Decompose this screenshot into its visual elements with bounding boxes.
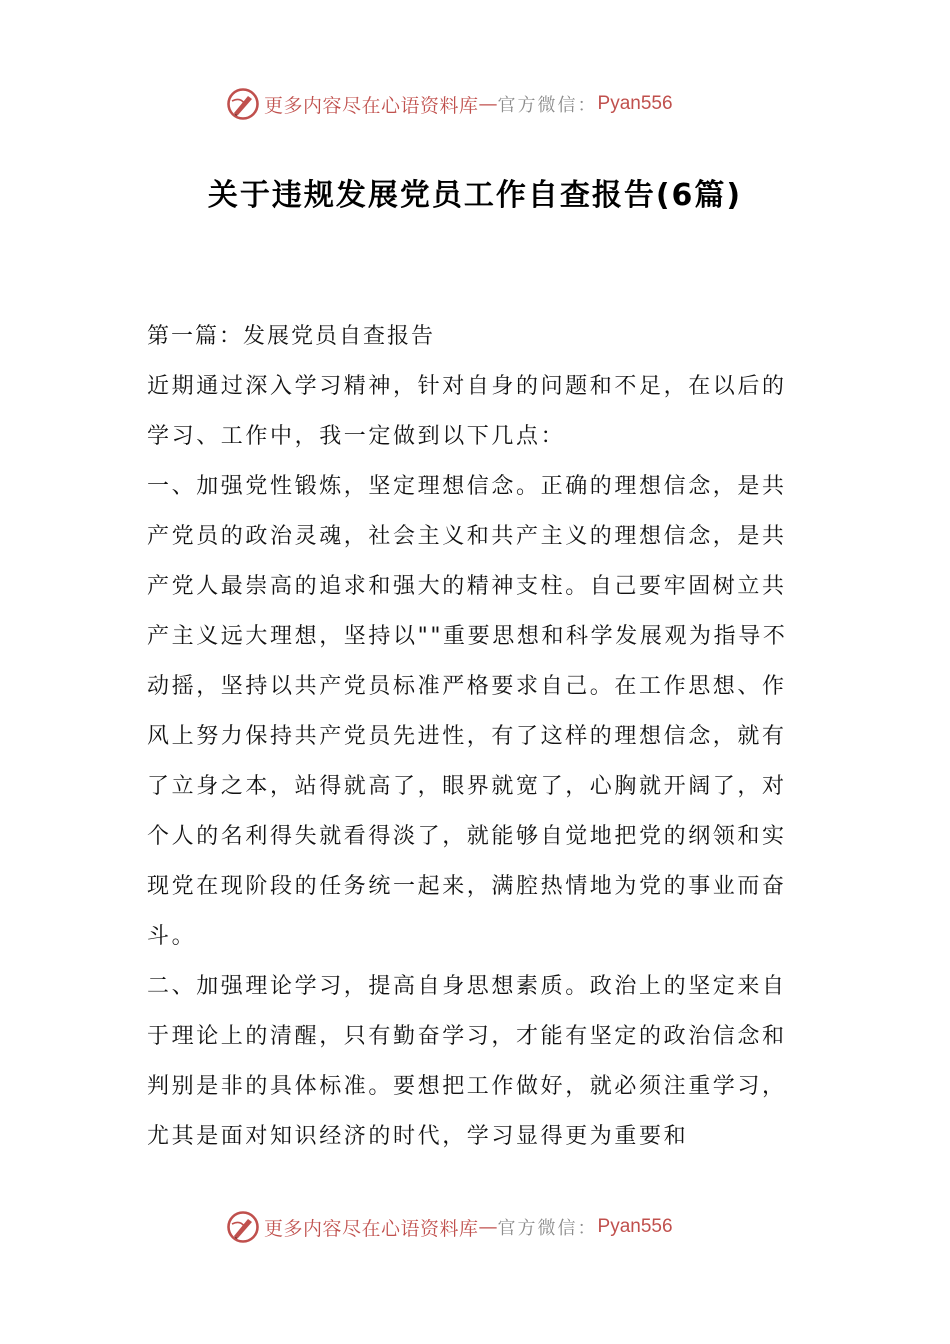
banner-wechat-label: 官方微信： [497, 95, 598, 116]
section-heading: 第一篇：发展党员自查报告 [147, 324, 436, 349]
banner-separator: — [478, 1216, 498, 1238]
footer-banner [226, 1209, 673, 1245]
banner-text: 更多内容尽在心语资料库 [264, 94, 479, 117]
paragraph-point-two: 二、加强理论学习，提高自身思想素质。政治上的坚定来自于理论上的清醒，只有勤奋学习，才能有坚定的政治信念和判别是非的具体标准。要想把工作做好，就必须注重学习，尤其是面对知识经济的时代，学习显得更为重要和 [147, 974, 787, 1149]
banner-text: 更多内容尽在心语资料库 [264, 1217, 479, 1240]
header-banner [226, 86, 673, 122]
banner-wechat-label: 官方微信： [497, 1218, 598, 1239]
pen-logo-icon [226, 1210, 260, 1244]
banner-separator: — [478, 93, 498, 115]
document-body [147, 312, 807, 1162]
paragraph-point-one: 一、加强党性锻炼，坚定理想信念。正确的理想信念，是共产党员的政治灵魂，社会主义和共产主义的理想信念，是共产党人最崇高的追求和强大的精神支柱。自己要牢固树立共产主义远大理想，坚持以""重要思想和科学发展观为指导不动摇，坚持以共产党员标准严格要求自己。在工作思想、作风上努力保持共产党员先进性，有了这样的理想信念，就有了立身之本，站得就高了，眼界就宽了，心胸就开阔了，对个人的名利得失就看得淡了，就能够自觉地把党的纲领和实现党在现阶段的任务统一起来，满腔热情地为党的事业而奋斗。 [147, 474, 788, 949]
paragraph-intro: 近期通过深入学习精神，针对自身的问题和不足，在以后的学习、工作中，我一定做到以下几点： [147, 374, 787, 449]
banner-wechat-id: Pyan556 [597, 93, 673, 114]
banner-wechat-id: Pyan556 [597, 1216, 673, 1237]
pen-logo-icon [226, 87, 260, 121]
document-title: 关于违规发展党员工作自查报告(6篇) [207, 178, 743, 213]
